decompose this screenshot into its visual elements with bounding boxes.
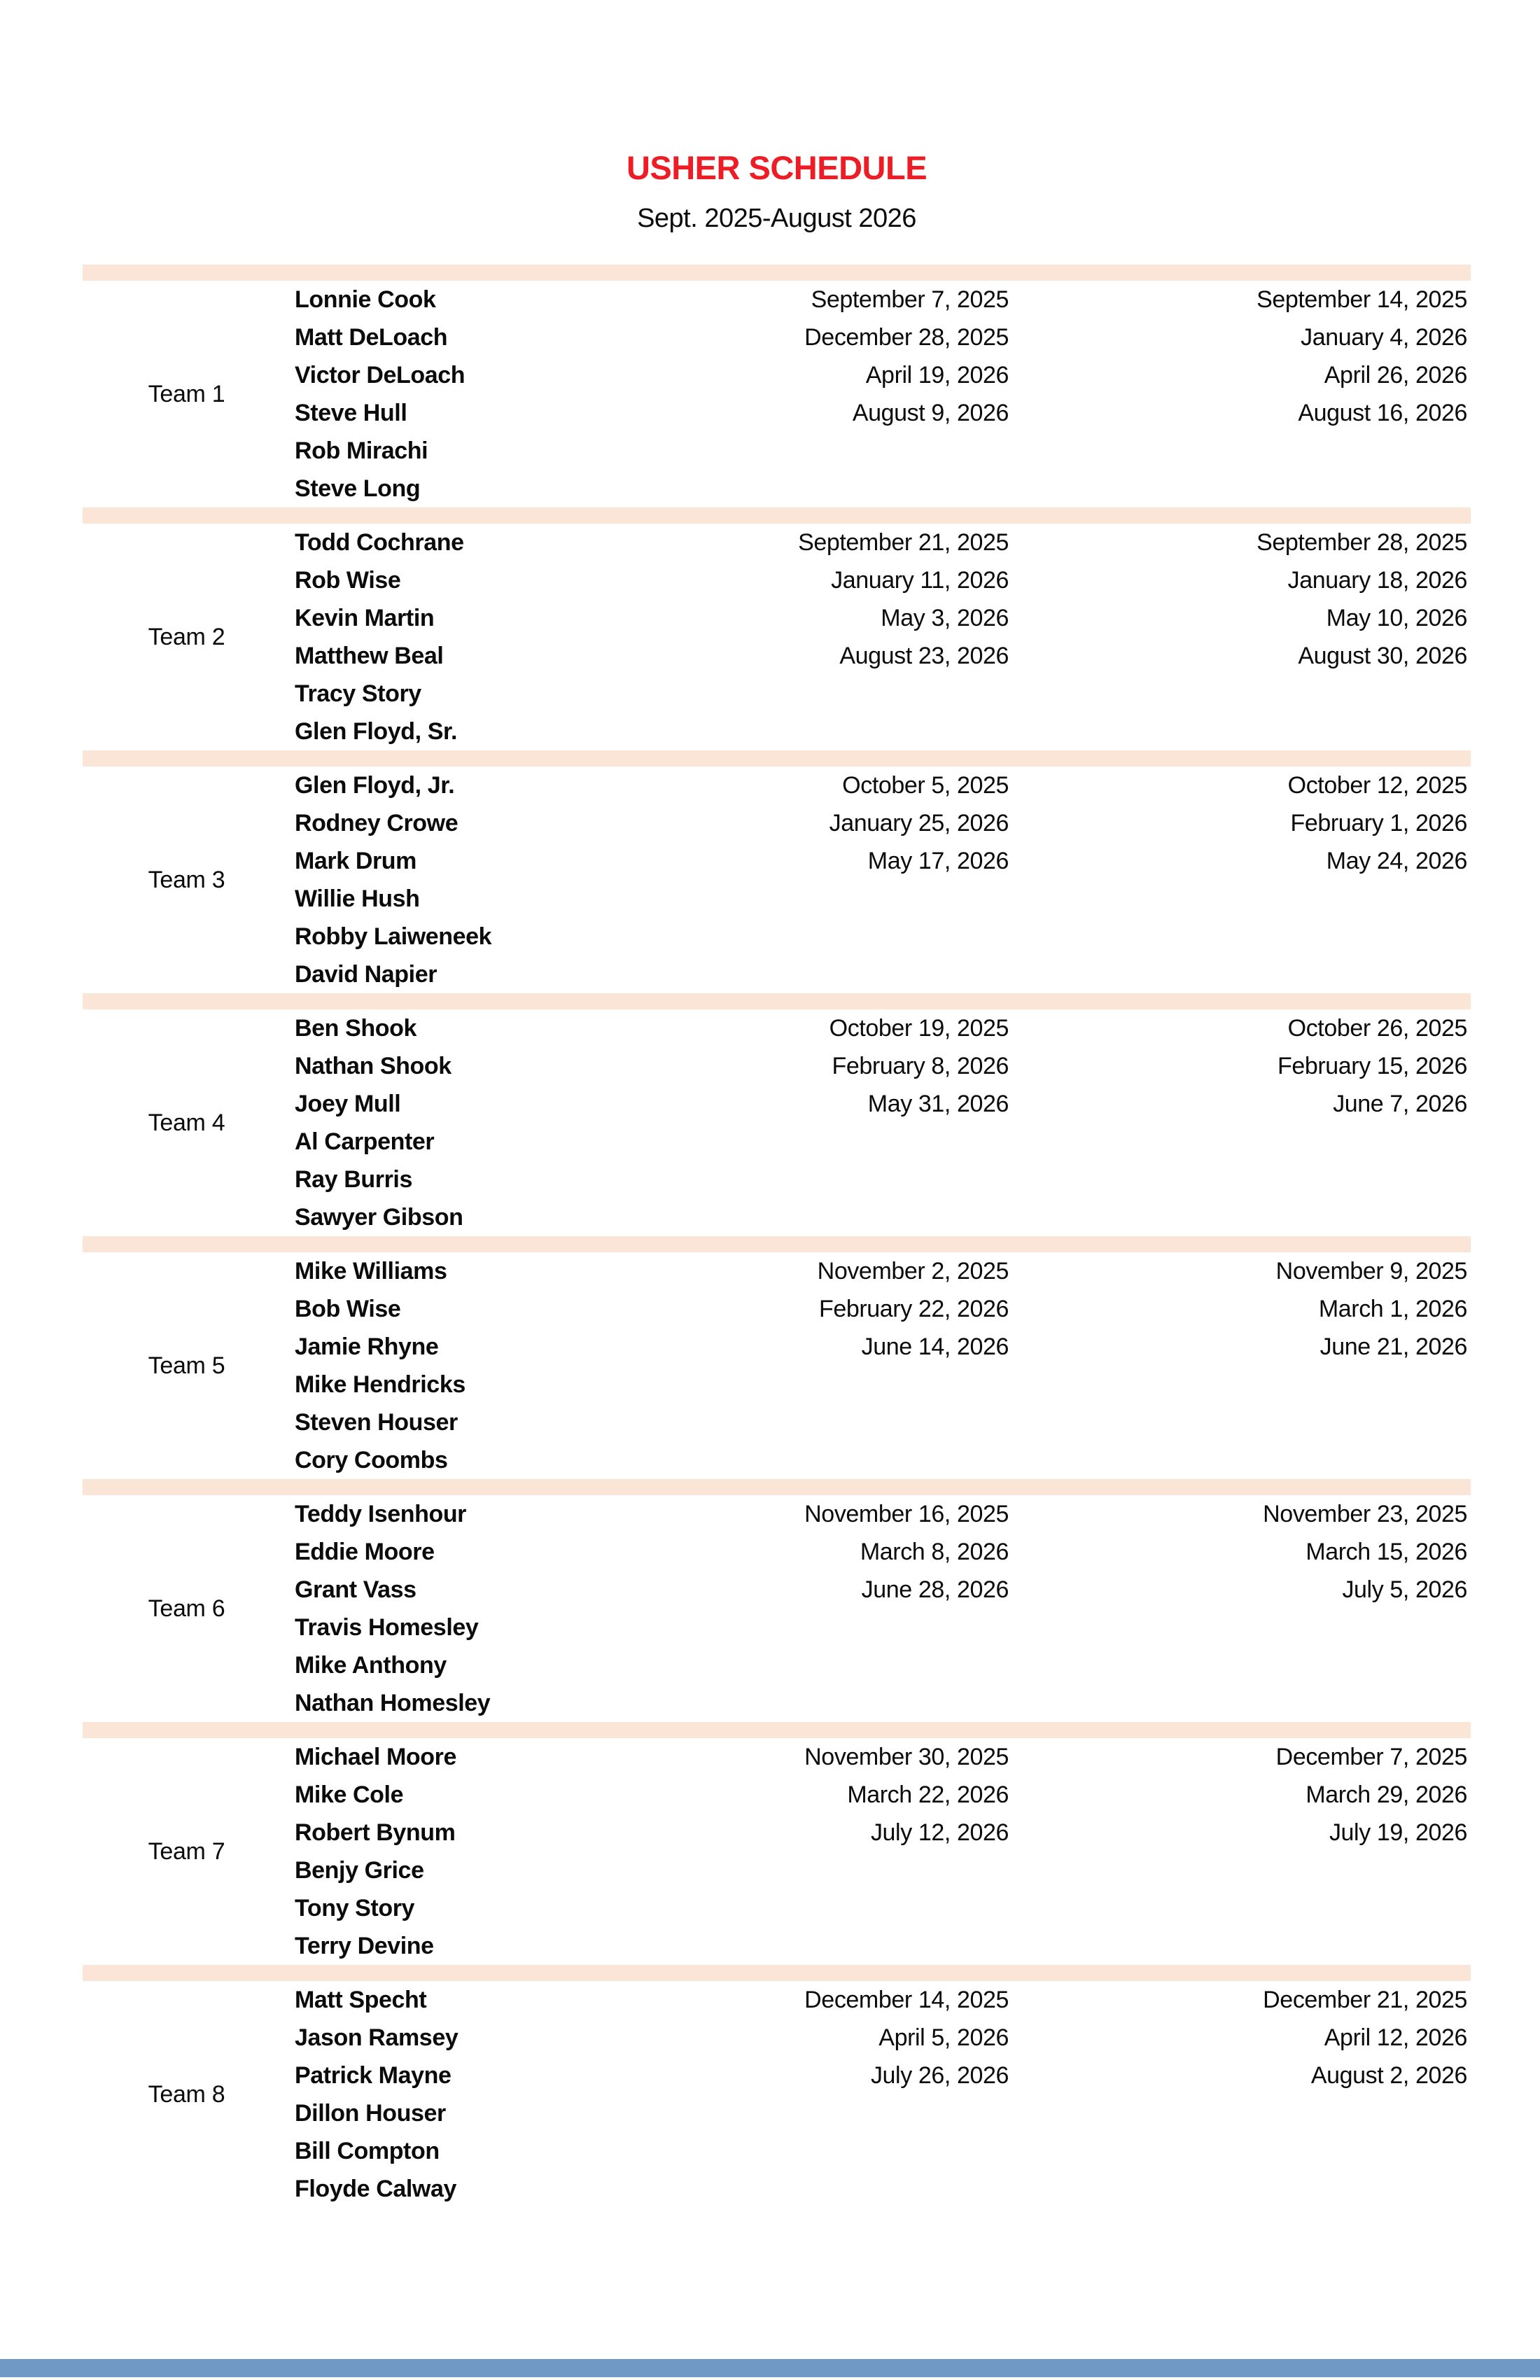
service-date-primary: December 28, 2025	[804, 324, 1009, 351]
service-date-primary: September 7, 2025	[811, 286, 1009, 313]
service-date-primary: May 17, 2026	[867, 848, 1009, 874]
team-3-grid	[83, 766, 1471, 993]
team-1-label-cell	[83, 281, 290, 507]
service-date-primary: March 22, 2026	[847, 1782, 1009, 1808]
team-6-members	[290, 1495, 700, 1722]
service-date-primary: May 3, 2026	[881, 605, 1009, 631]
team-member-name: Willie Hush	[295, 886, 420, 912]
service-date-secondary: November 9, 2025	[1275, 1258, 1467, 1284]
service-date-primary: July 12, 2026	[870, 1819, 1009, 1846]
team-8-dates-second	[1011, 1981, 1471, 2208]
team-1-grid	[83, 281, 1471, 507]
team-1-section	[83, 265, 1471, 507]
service-date-primary: September 21, 2025	[798, 529, 1009, 556]
team-7-members	[290, 1738, 700, 1965]
service-date-primary: February 8, 2026	[832, 1053, 1009, 1079]
team-8-section	[83, 1965, 1471, 2208]
team-member-name: Benjy Grice	[295, 1857, 424, 1884]
team-2-label-cell	[83, 524, 290, 750]
team-member-name: Dillon Houser	[295, 2100, 446, 2127]
team-1-label: Team 1	[148, 380, 225, 407]
team-member-name: Eddie Moore	[295, 1539, 435, 1565]
team-member-name: Mark Drum	[295, 848, 417, 874]
team-member-name: Tony Story	[295, 1895, 415, 1921]
team-member-name: Mike Williams	[295, 1258, 447, 1284]
team-7-section	[83, 1722, 1471, 1965]
team-6-dates-first	[700, 1495, 1011, 1722]
service-date-secondary: December 7, 2025	[1275, 1744, 1467, 1770]
service-date-primary: May 31, 2026	[867, 1091, 1009, 1117]
team-member-name: Bill Compton	[295, 2138, 440, 2164]
service-date-primary: November 30, 2025	[804, 1744, 1009, 1770]
team-member-name: Teddy Isenhour	[295, 1501, 467, 1527]
team-6-label: Team 6	[148, 1595, 225, 1622]
team-member-name: Bob Wise	[295, 1296, 401, 1322]
document-body	[83, 0, 1471, 2208]
team-member-name: Matt DeLoach	[295, 324, 448, 351]
team-4-label: Team 4	[148, 1109, 225, 1136]
team-member-name: Steven Houser	[295, 1409, 458, 1436]
team-2-grid	[83, 524, 1471, 750]
team-6-divider-bar	[83, 1479, 1471, 1495]
team-2-section	[83, 507, 1471, 750]
service-date-primary: December 14, 2025	[804, 1987, 1009, 2013]
service-date-secondary: May 10, 2026	[1326, 605, 1467, 631]
service-date-primary: April 19, 2026	[865, 362, 1009, 388]
team-member-name: Patrick Mayne	[295, 2062, 451, 2089]
team-5-label: Team 5	[148, 1352, 225, 1379]
team-member-name: Ray Burris	[295, 1166, 412, 1193]
team-2-label: Team 2	[148, 623, 225, 650]
service-date-primary: June 14, 2026	[861, 1334, 1009, 1360]
service-date-secondary: July 19, 2026	[1329, 1819, 1467, 1846]
service-date-secondary: June 7, 2026	[1333, 1091, 1467, 1117]
team-member-name: Matt Specht	[295, 1987, 427, 2013]
service-date-secondary: April 12, 2026	[1324, 2024, 1467, 2051]
service-date-primary: January 11, 2026	[831, 567, 1009, 594]
service-date-primary: October 19, 2025	[829, 1015, 1009, 1042]
service-date-secondary: November 23, 2025	[1263, 1501, 1467, 1527]
team-member-name: Jamie Rhyne	[295, 1334, 439, 1360]
team-4-dates-second	[1011, 1009, 1471, 1236]
team-member-name: Travis Homesley	[295, 1614, 479, 1641]
team-1-divider-bar	[83, 265, 1471, 281]
team-3-dates-first	[700, 766, 1011, 993]
team-6-label-cell	[83, 1495, 290, 1722]
team-member-name: Al Carpenter	[295, 1128, 435, 1155]
service-date-primary: June 28, 2026	[861, 1576, 1009, 1603]
service-date-secondary: February 1, 2026	[1290, 810, 1467, 836]
team-7-dates-second	[1011, 1738, 1471, 1965]
team-7-label: Team 7	[148, 1837, 225, 1865]
service-date-primary: August 23, 2026	[839, 643, 1009, 669]
team-6-section	[83, 1479, 1471, 1722]
team-member-name: Grant Vass	[295, 1576, 416, 1603]
service-date-secondary: October 26, 2025	[1287, 1015, 1467, 1042]
team-7-dates-first	[700, 1738, 1011, 1965]
team-member-name: Cory Coombs	[295, 1447, 448, 1474]
service-date-secondary: August 30, 2026	[1298, 643, 1467, 669]
service-date-primary: January 25, 2026	[829, 810, 1009, 836]
team-2-divider-bar	[83, 507, 1471, 524]
team-2-dates-first	[700, 524, 1011, 750]
service-date-primary: August 9, 2026	[852, 400, 1009, 426]
document-subtitle: Sept. 2025-August 2026	[637, 204, 916, 233]
team-member-name: Steve Long	[295, 475, 421, 502]
team-member-name: Jason Ramsey	[295, 2024, 458, 2051]
team-8-label: Team 8	[148, 2080, 225, 2108]
team-member-name: Rodney Crowe	[295, 810, 458, 836]
team-member-name: Nathan Shook	[295, 1053, 451, 1079]
team-member-name: Lonnie Cook	[295, 286, 436, 313]
team-member-name: Terry Devine	[295, 1933, 434, 1959]
team-member-name: Nathan Homesley	[295, 1690, 491, 1716]
service-date-secondary: July 5, 2026	[1342, 1576, 1467, 1603]
team-member-name: Floyde Calway	[295, 2176, 456, 2202]
team-member-name: Steve Hull	[295, 400, 407, 426]
team-4-label-cell	[83, 1009, 290, 1236]
team-8-grid	[83, 1981, 1471, 2208]
service-date-secondary: September 28, 2025	[1256, 529, 1467, 556]
team-4-dates-first	[700, 1009, 1011, 1236]
team-5-dates-first	[700, 1252, 1011, 1479]
team-member-name: Mike Hendricks	[295, 1371, 465, 1398]
team-3-dates-second	[1011, 766, 1471, 993]
team-3-label: Team 3	[148, 866, 225, 893]
team-5-label-cell	[83, 1252, 290, 1479]
team-1-dates-second	[1011, 281, 1471, 507]
team-2-dates-second	[1011, 524, 1471, 750]
team-member-name: Ben Shook	[295, 1015, 416, 1042]
team-5-grid	[83, 1252, 1471, 1479]
team-member-name: Victor DeLoach	[295, 362, 465, 388]
team-2-members	[290, 524, 700, 750]
team-member-name: Rob Wise	[295, 567, 401, 594]
team-8-dates-first	[700, 1981, 1011, 2208]
service-date-primary: February 22, 2026	[818, 1296, 1009, 1322]
team-5-members	[290, 1252, 700, 1479]
service-date-secondary: June 21, 2026	[1320, 1334, 1467, 1360]
team-4-divider-bar	[83, 993, 1471, 1009]
team-7-label-cell	[83, 1738, 290, 1965]
team-1-dates-first	[700, 281, 1011, 507]
team-member-name: Mike Cole	[295, 1782, 404, 1808]
service-date-secondary: December 21, 2025	[1263, 1987, 1467, 2013]
team-6-grid	[83, 1495, 1471, 1722]
team-member-name: Sawyer Gibson	[295, 1204, 463, 1231]
team-6-dates-second	[1011, 1495, 1471, 1722]
team-8-members	[290, 1981, 700, 2208]
service-date-secondary: February 15, 2026	[1277, 1053, 1467, 1079]
team-4-section	[83, 993, 1471, 1236]
team-8-label-cell	[83, 1981, 290, 2208]
team-1-members	[290, 281, 700, 507]
service-date-primary: October 5, 2025	[842, 772, 1009, 799]
service-date-primary: July 26, 2026	[870, 2062, 1009, 2089]
team-3-members	[290, 766, 700, 993]
team-member-name: Todd Cochrane	[295, 529, 464, 556]
team-5-divider-bar	[83, 1236, 1471, 1252]
team-3-divider-bar	[83, 750, 1471, 766]
team-8-divider-bar	[83, 1965, 1471, 1981]
footer-accent-bar	[0, 2359, 1540, 2377]
service-date-primary: November 16, 2025	[804, 1501, 1009, 1527]
service-date-secondary: September 14, 2025	[1256, 286, 1467, 313]
team-member-name: Mike Anthony	[295, 1652, 447, 1679]
team-member-name: Glen Floyd, Sr.	[295, 718, 458, 745]
team-member-name: Tracy Story	[295, 680, 421, 707]
team-4-grid	[83, 1009, 1471, 1236]
team-member-name: Joey Mull	[295, 1091, 401, 1117]
team-member-name: Michael Moore	[295, 1744, 456, 1770]
service-date-secondary: October 12, 2025	[1287, 772, 1467, 799]
team-5-section	[83, 1236, 1471, 1479]
team-member-name: Matthew Beal	[295, 643, 444, 669]
team-member-name: Rob Mirachi	[295, 438, 428, 464]
team-member-name: Kevin Martin	[295, 605, 435, 631]
team-member-name: David Napier	[295, 961, 438, 988]
service-date-secondary: March 29, 2026	[1306, 1782, 1467, 1808]
service-date-primary: March 8, 2026	[860, 1539, 1009, 1565]
service-date-secondary: January 18, 2026	[1287, 567, 1467, 594]
team-3-section	[83, 750, 1471, 993]
team-4-members	[290, 1009, 700, 1236]
schedule-table	[83, 265, 1471, 2208]
service-date-primary: April 5, 2026	[878, 2024, 1009, 2051]
team-member-name: Robert Bynum	[295, 1819, 456, 1846]
service-date-secondary: August 16, 2026	[1298, 400, 1467, 426]
team-7-divider-bar	[83, 1722, 1471, 1738]
team-3-label-cell	[83, 766, 290, 993]
service-date-secondary: May 24, 2026	[1326, 848, 1467, 874]
team-5-dates-second	[1011, 1252, 1471, 1479]
service-date-secondary: August 2, 2026	[1310, 2062, 1467, 2089]
service-date-primary: November 2, 2025	[817, 1258, 1009, 1284]
team-member-name: Glen Floyd, Jr.	[295, 772, 455, 799]
team-7-grid	[83, 1738, 1471, 1965]
service-date-secondary: April 26, 2026	[1324, 362, 1467, 388]
team-member-name: Robby Laiweneek	[295, 923, 492, 950]
service-date-secondary: March 15, 2026	[1306, 1539, 1467, 1565]
service-date-secondary: March 1, 2026	[1318, 1296, 1467, 1322]
document-title: USHER SCHEDULE	[626, 149, 927, 186]
service-date-secondary: January 4, 2026	[1301, 324, 1467, 351]
